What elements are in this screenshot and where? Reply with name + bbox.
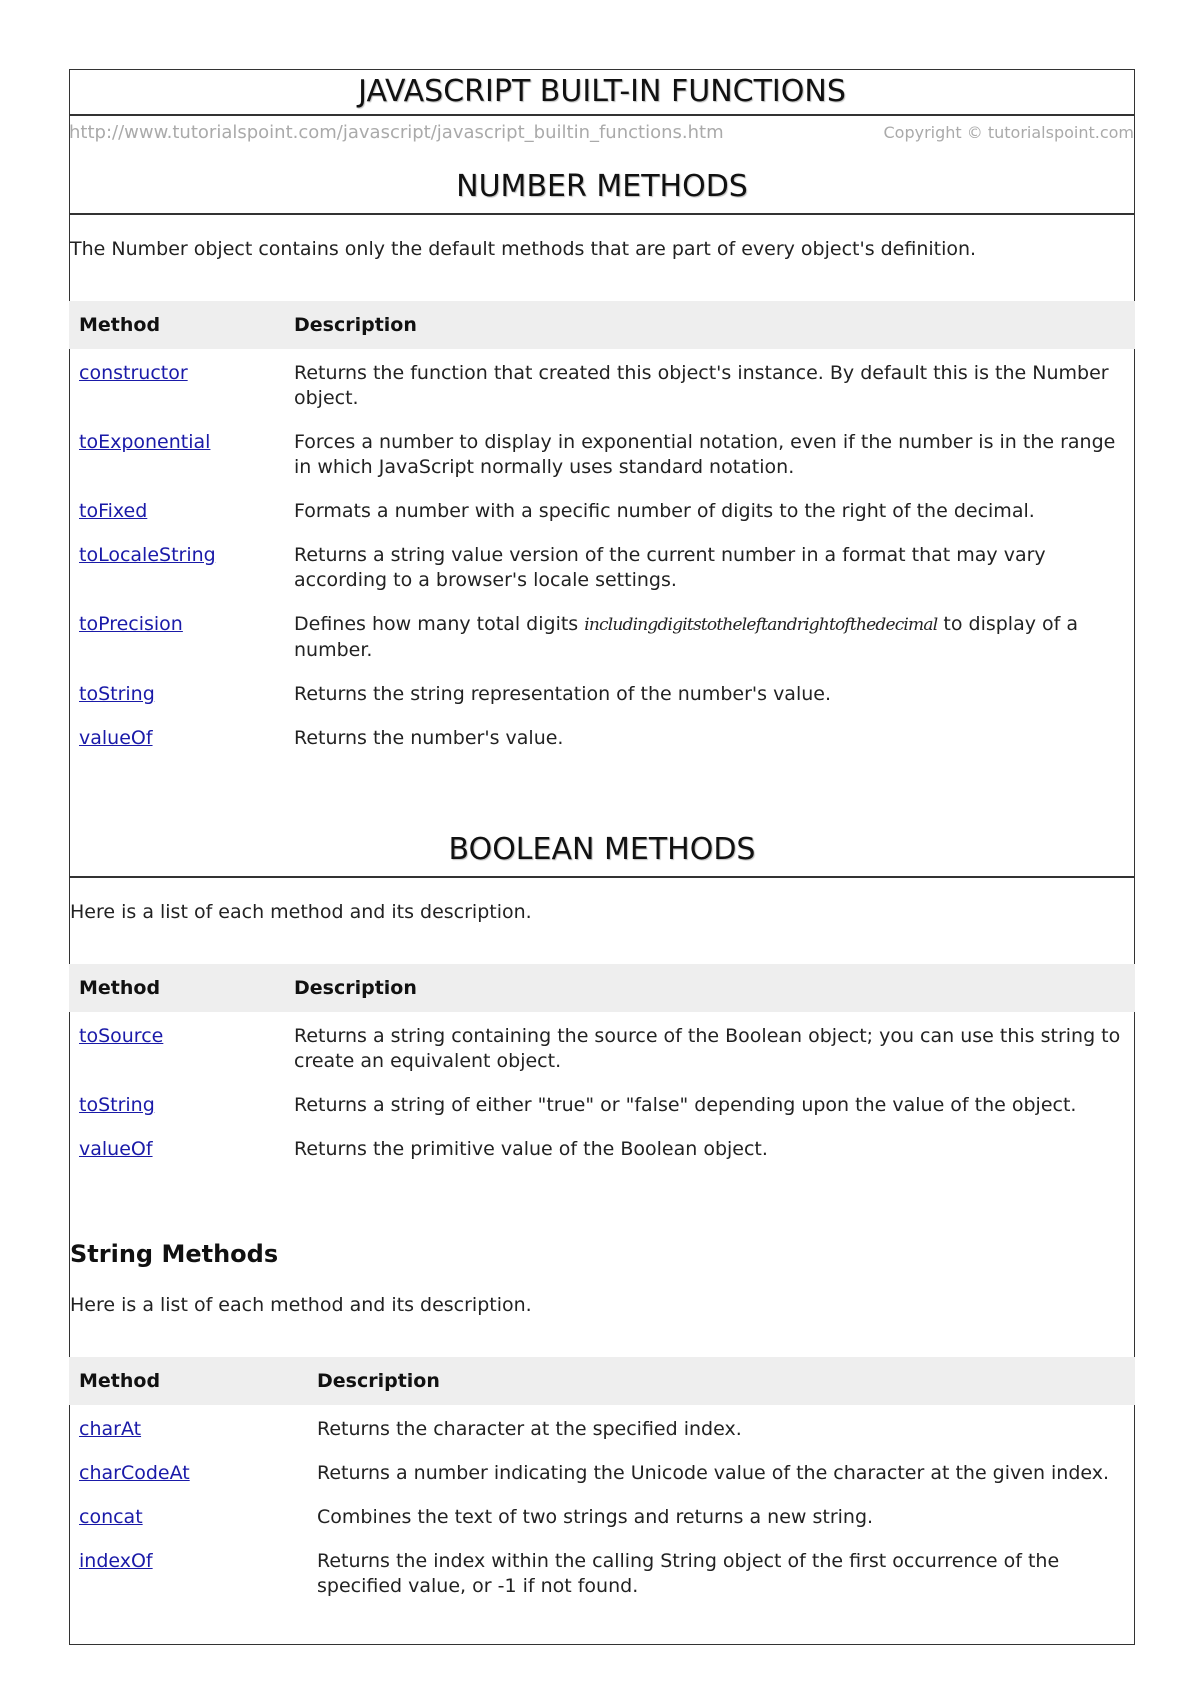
table-row bbox=[69, 714, 1135, 758]
table-row bbox=[69, 1012, 1135, 1081]
boolean-methods-heading: BOOLEAN METHODS bbox=[448, 832, 756, 867]
source-url: http://www.tutorialspoint.com/javascript/javascript_builtin_functions.htm bbox=[69, 122, 724, 143]
table-header-row bbox=[69, 964, 1135, 1012]
column-header-method: Method bbox=[69, 301, 284, 349]
method-description: Returns the string representation of the number's value. bbox=[294, 683, 832, 705]
description-text: Defines how many total digits bbox=[294, 613, 585, 635]
method-link-valueof[interactable]: valueOf bbox=[79, 1138, 153, 1160]
document-title: JAVASCRIPT BUILT-IN FUNCTIONS bbox=[358, 74, 846, 109]
table-row bbox=[69, 1081, 1135, 1125]
method-description: Returns the function that created this object's instance. By default this is the Number object. bbox=[294, 362, 1109, 409]
boolean-intro: Here is a list of each method and its description. bbox=[70, 901, 532, 923]
column-header-description: Description bbox=[307, 1357, 1135, 1405]
column-header-method: Method bbox=[69, 964, 284, 1012]
copyright-notice: Copyright © tutorialspoint.com bbox=[883, 123, 1134, 142]
table-header-row bbox=[69, 301, 1135, 349]
table-row bbox=[69, 600, 1135, 670]
method-description: Formats a number with a specific number of digits to the right of the decimal. bbox=[294, 500, 1035, 522]
method-link-constructor[interactable]: constructor bbox=[79, 362, 188, 384]
method-link-toprecision[interactable]: toPrecision bbox=[79, 613, 183, 635]
table-row bbox=[69, 531, 1135, 600]
method-description: Returns the number's value. bbox=[294, 727, 564, 749]
column-header-description: Description bbox=[284, 964, 1135, 1012]
method-description: Combines the text of two strings and returns a new string. bbox=[317, 1506, 874, 1528]
description-text: to display of a number. bbox=[294, 613, 1079, 661]
method-description: Returns the primitive value of the Boolean object. bbox=[294, 1138, 768, 1160]
table-header-row bbox=[69, 1357, 1135, 1405]
method-link-tostring[interactable]: toString bbox=[79, 683, 155, 705]
string-methods-table bbox=[69, 1357, 1135, 1606]
description-italic-note: includingdigitstotheleftandrightofthedecimal bbox=[584, 615, 938, 635]
method-description: Forces a number to display in exponential notation, even if the number is in the range in which JavaScript normally uses standard notation. bbox=[294, 431, 1116, 478]
table-row bbox=[69, 1449, 1135, 1493]
table-row bbox=[69, 487, 1135, 531]
method-link-tolocalestring[interactable]: toLocaleString bbox=[79, 544, 216, 566]
method-description: Returns the character at the specified index. bbox=[317, 1418, 742, 1440]
method-description: Returns the index within the calling String object of the first occurrence of the specified value, or -1 if not found. bbox=[317, 1550, 1060, 1597]
number-methods-heading: NUMBER METHODS bbox=[456, 169, 748, 204]
string-intro: Here is a list of each method and its description. bbox=[70, 1294, 532, 1316]
method-description: Returns a string of either "true" or "false" depending upon the value of the object. bbox=[294, 1094, 1077, 1116]
boolean-heading-divider bbox=[69, 876, 1135, 878]
table-row bbox=[69, 418, 1135, 487]
table-row bbox=[69, 670, 1135, 714]
number-heading-divider bbox=[69, 213, 1135, 215]
table-row bbox=[69, 349, 1135, 418]
title-divider bbox=[69, 114, 1135, 116]
string-methods-heading: String Methods bbox=[70, 1240, 279, 1268]
method-link-tosource[interactable]: toSource bbox=[79, 1025, 164, 1047]
method-link-valueof[interactable]: valueOf bbox=[79, 727, 153, 749]
number-methods-table bbox=[69, 301, 1135, 758]
table-row bbox=[69, 1537, 1135, 1606]
method-description bbox=[284, 600, 1135, 670]
table-row bbox=[69, 1125, 1135, 1169]
method-description: Returns a number indicating the Unicode value of the character at the given index. bbox=[317, 1462, 1110, 1484]
method-link-indexof[interactable]: indexOf bbox=[79, 1550, 153, 1572]
method-link-charcodeat[interactable]: charCodeAt bbox=[79, 1462, 190, 1484]
table-row bbox=[69, 1405, 1135, 1449]
method-description: Returns a string value version of the current number in a format that may vary according to a browser's locale settings. bbox=[294, 544, 1046, 591]
boolean-methods-table bbox=[69, 964, 1135, 1169]
method-link-tofixed[interactable]: toFixed bbox=[79, 500, 148, 522]
table-row bbox=[69, 1493, 1135, 1537]
method-link-concat[interactable]: concat bbox=[79, 1506, 143, 1528]
column-header-description: Description bbox=[284, 301, 1135, 349]
method-link-toexponential[interactable]: toExponential bbox=[79, 431, 211, 453]
method-link-charat[interactable]: charAt bbox=[79, 1418, 142, 1440]
method-description: Returns a string containing the source of the Boolean object; you can use this string to create an equivalent object. bbox=[294, 1025, 1121, 1072]
column-header-method: Method bbox=[69, 1357, 307, 1405]
method-link-tostring[interactable]: toString bbox=[79, 1094, 155, 1116]
number-intro: The Number object contains only the default methods that are part of every object's definition. bbox=[70, 238, 977, 260]
